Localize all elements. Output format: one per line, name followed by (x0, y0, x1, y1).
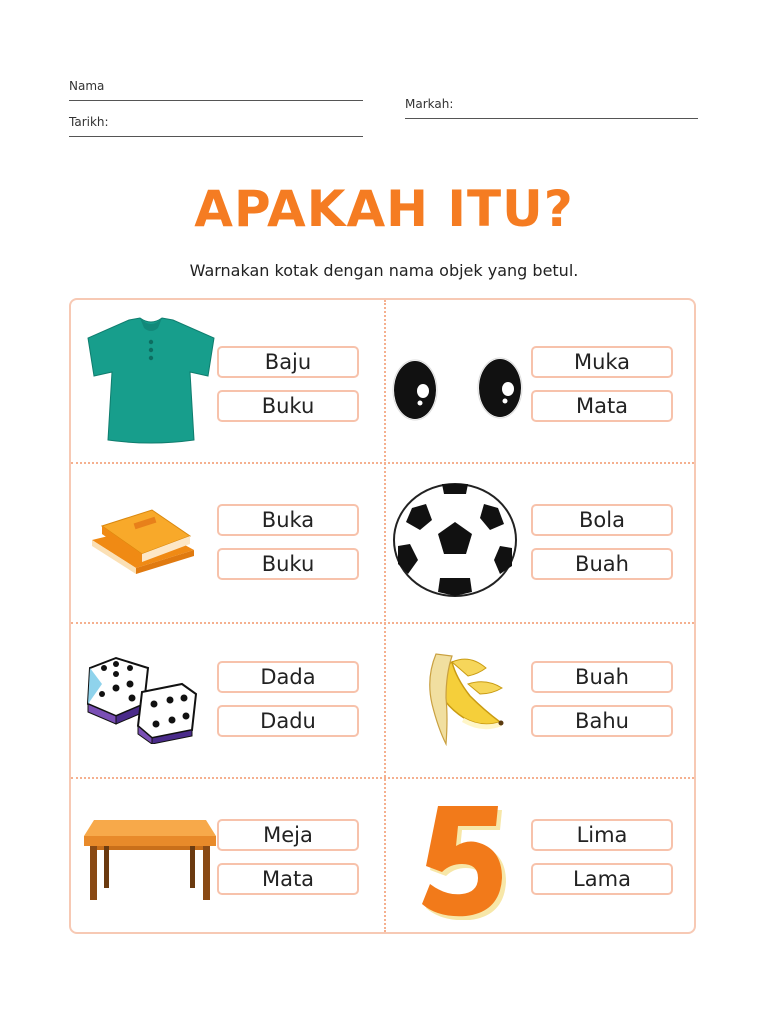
option-meja[interactable]: Meja (217, 819, 359, 851)
number-five-icon (416, 798, 506, 920)
row-divider (71, 462, 694, 464)
nama-label: Nama (69, 79, 105, 93)
option-dada[interactable]: Dada (217, 661, 359, 693)
option-bahu[interactable]: Bahu (531, 705, 673, 737)
books-icon (86, 506, 198, 576)
column-divider (384, 300, 386, 932)
banana-icon (412, 648, 508, 746)
instruction-text: Warnakan kotak dengan nama objek yang betul. (189, 261, 579, 280)
option-bola[interactable]: Bola (531, 504, 673, 536)
option-lama[interactable]: Lama (531, 863, 673, 895)
table-icon (82, 818, 218, 902)
markah-label: Markah: (405, 97, 454, 111)
row-divider (71, 622, 694, 624)
option-buku[interactable]: Buku (217, 390, 359, 422)
option-baju[interactable]: Baju (217, 346, 359, 378)
tarikh-line[interactable] (69, 136, 363, 137)
dice-icon (86, 654, 200, 744)
option-buku[interactable]: Buku (217, 548, 359, 580)
option-lima[interactable]: Lima (531, 819, 673, 851)
row-divider (71, 777, 694, 779)
soccer-ball-icon (392, 482, 518, 598)
page-title: APAKAH ITU? (194, 180, 574, 238)
markah-line[interactable] (405, 118, 698, 119)
option-muka[interactable]: Muka (531, 346, 673, 378)
nama-line[interactable] (69, 100, 363, 101)
option-buka[interactable]: Buka (217, 504, 359, 536)
option-buah[interactable]: Buah (531, 548, 673, 580)
eyes-icon (390, 355, 526, 425)
option-mata[interactable]: Mata (217, 863, 359, 895)
option-buah[interactable]: Buah (531, 661, 673, 693)
option-dadu[interactable]: Dadu (217, 705, 359, 737)
tarikh-label: Tarikh: (69, 115, 109, 129)
shirt-icon (84, 316, 218, 446)
option-mata[interactable]: Mata (531, 390, 673, 422)
